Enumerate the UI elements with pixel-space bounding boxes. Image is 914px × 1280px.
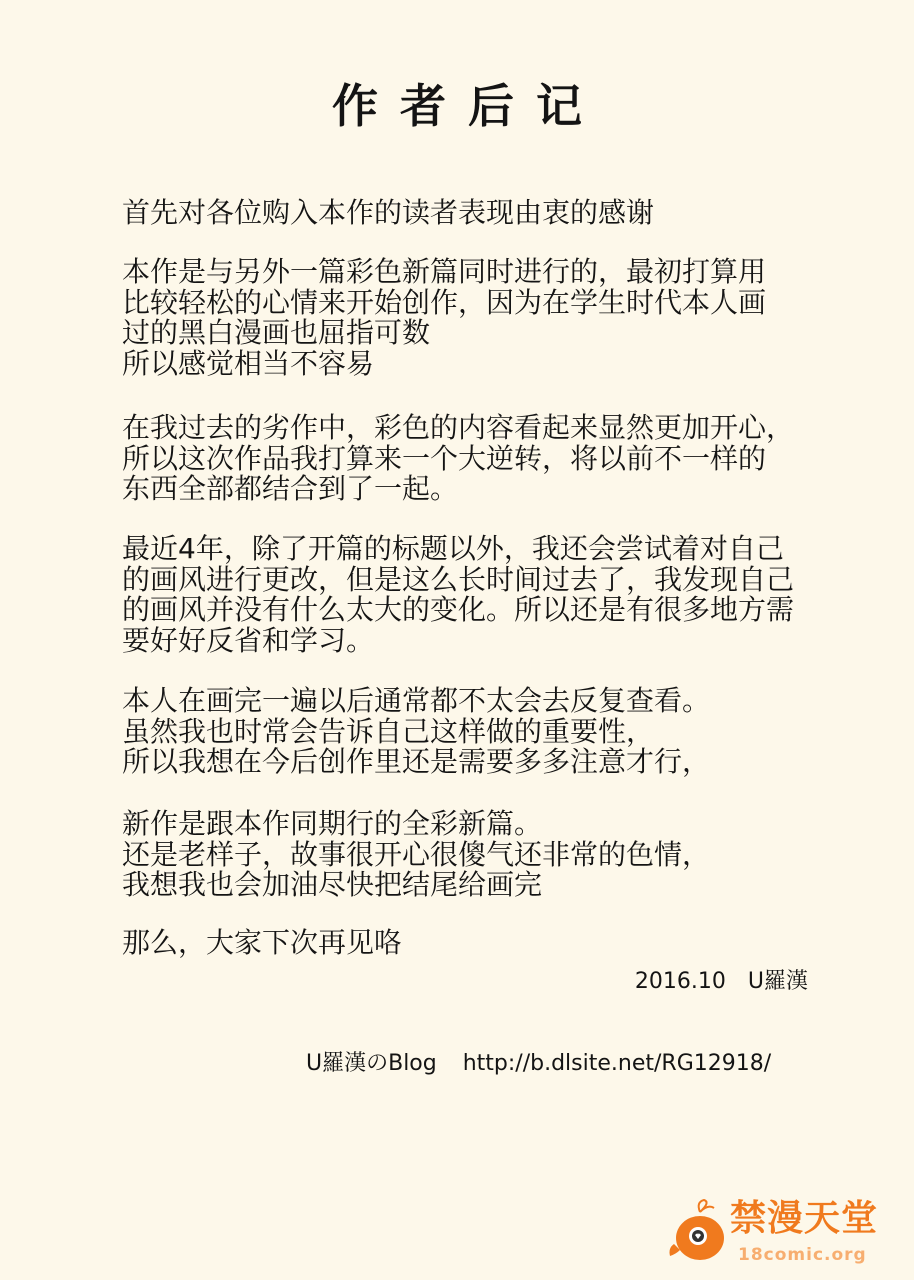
text-line: 那么，大家下次再见咯 bbox=[122, 926, 403, 959]
paragraph bbox=[122, 413, 794, 505]
watermark-site: 18comic.org bbox=[738, 1245, 867, 1265]
text-line: 所以感觉相当不容易 bbox=[122, 346, 375, 380]
text-line: 比较轻松的心情来开始创作，因为在学生时代本人画 bbox=[122, 285, 767, 319]
watermark-name: 禁漫天堂 bbox=[730, 1198, 879, 1239]
text-line: 首先对各位购入本作的读者表现由衷的感谢 bbox=[122, 196, 655, 229]
text-line: 新作是跟本作同期行的全彩新篇。 bbox=[122, 807, 543, 840]
paragraph bbox=[122, 686, 710, 778]
paragraph bbox=[122, 928, 402, 959]
text-line: 本人在画完一遍以后通常都不太会去反复查看。 bbox=[122, 684, 711, 717]
signature: 2016.10 U羅漢 bbox=[634, 969, 808, 994]
text-line: 的画风并没有什么太大的变化。所以还是有很多地方需 bbox=[122, 593, 795, 627]
text-line: 本作是与另外一篇彩色新篇同时进行的，最初打算用 bbox=[122, 255, 767, 288]
paragraph bbox=[122, 198, 654, 229]
paragraph bbox=[122, 809, 710, 901]
text-line: 的画风进行更改，但是这么长时间过去了，我发现自己 bbox=[122, 562, 795, 596]
text-line: 要好好反省和学习。 bbox=[122, 623, 375, 657]
text-line: 过的黑白漫画也屈指可数 bbox=[122, 316, 431, 350]
text-line: 我想我也会加油尽快把结尾给画完 bbox=[122, 868, 543, 902]
text-line: 在我过去的劣作中，彩色的内容看起来显然更加开心， bbox=[122, 411, 795, 444]
blog-line bbox=[306, 1050, 771, 1078]
watermark-text bbox=[730, 1198, 878, 1266]
text-line: 所以这次作品我打算来一个大逆转，将以前不一样的 bbox=[122, 441, 767, 475]
blog-url[interactable]: http://b.dlsite.net/RG12918/ bbox=[462, 1051, 772, 1076]
text-line: 还是老样子，故事很开心很傻气还非常的色情， bbox=[122, 837, 711, 871]
blog-label: U羅漢のBlog bbox=[306, 1051, 437, 1076]
paragraph bbox=[122, 534, 794, 656]
mascot-icon bbox=[668, 1198, 730, 1268]
text-line: 虽然我也时常会告诉自己这样做的重要性， bbox=[122, 714, 655, 748]
text-line: 所以我想在今后创作里还是需要多多注意才行， bbox=[122, 745, 711, 779]
page-title: 作者后记 bbox=[332, 79, 604, 133]
text-line: 最近4年，除了开篇的标题以外，我还会尝试着对自己 bbox=[122, 532, 784, 565]
text-line: 东西全部都结合到了一起。 bbox=[122, 472, 459, 506]
watermark-logo bbox=[668, 1198, 908, 1274]
paragraph bbox=[122, 257, 766, 379]
